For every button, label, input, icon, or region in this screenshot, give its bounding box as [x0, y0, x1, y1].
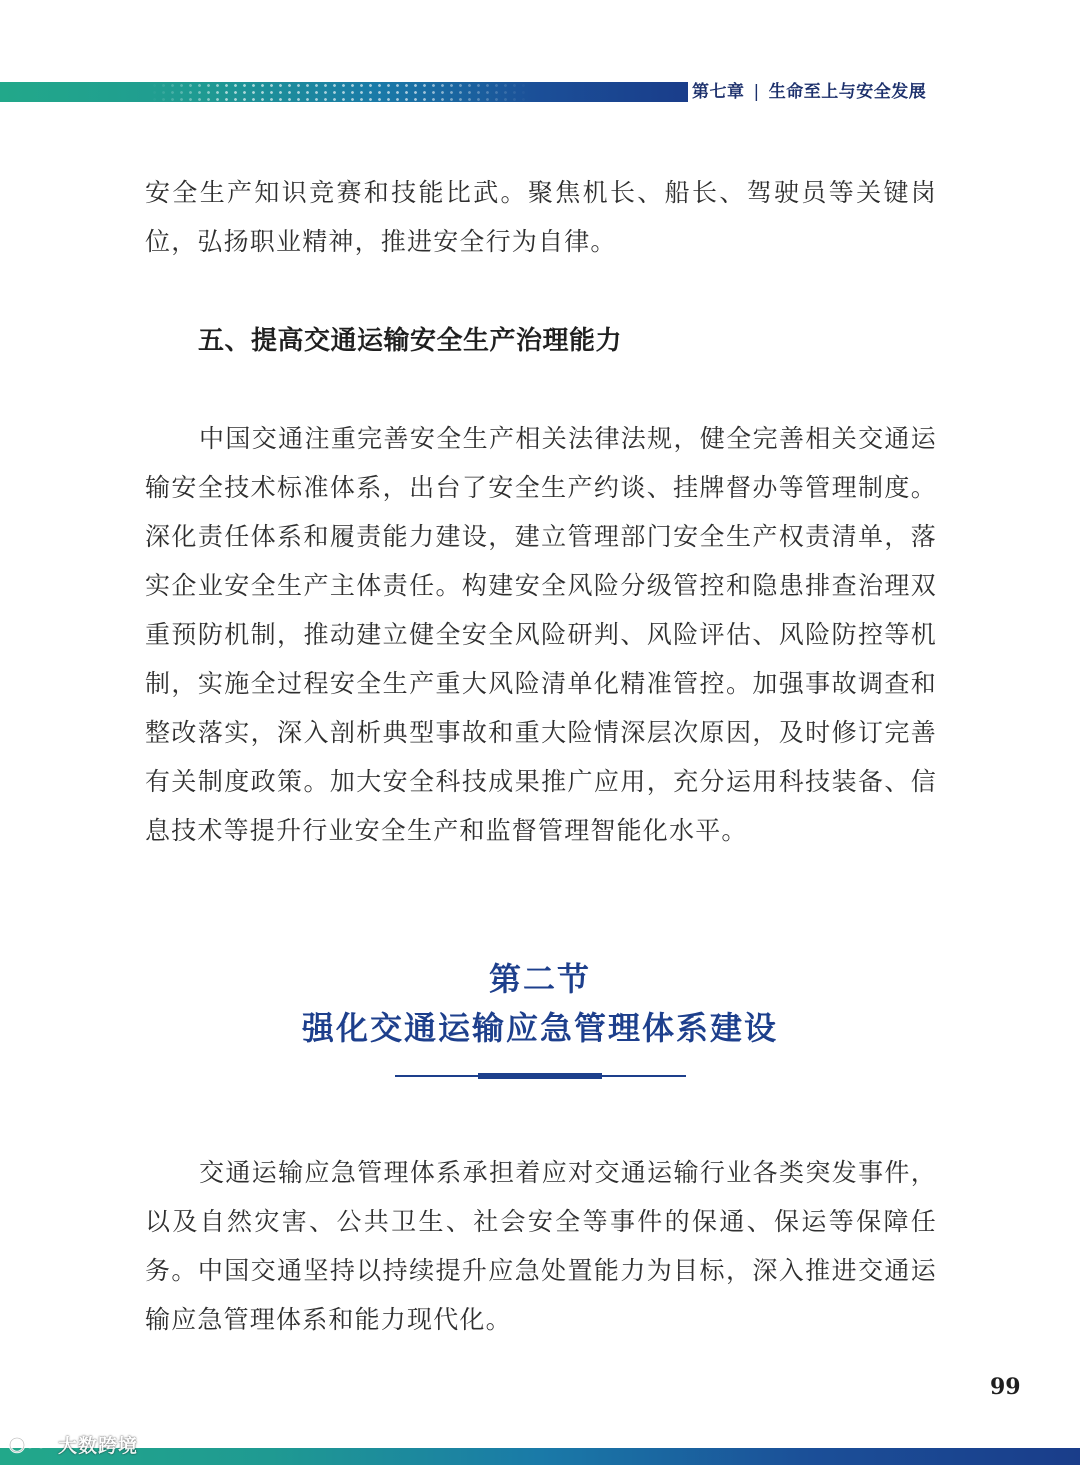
- watermark-text: 大数跨境: [58, 1434, 139, 1457]
- section-title: 强化交通运输应急管理体系建设: [301, 1009, 778, 1047]
- header-dot-pattern: [150, 82, 530, 102]
- page-number: 99: [990, 1374, 1021, 1400]
- footer-band: [0, 1448, 1080, 1465]
- section-divider-accent: [478, 1073, 602, 1079]
- watermark: [8, 1428, 138, 1460]
- header-separator: |: [753, 82, 760, 102]
- section-number: 第二节: [488, 960, 591, 998]
- chapter-title: 生命至上与安全发展: [768, 82, 927, 102]
- chapter-number: 第七章: [692, 82, 745, 102]
- subsection-heading: 五、提高交通运输安全生产治理能力: [198, 326, 623, 356]
- header-band: [0, 82, 688, 102]
- paragraph-continued: 安全生产知识竞赛和技能比武。聚焦机长、船长、驾驶员等关键岗位，弘扬职业精神，推进安全行为自律。: [145, 178, 937, 256]
- paragraph-governance: 中国交通注重完善安全生产相关法律法规，健全完善相关交通运输安全技术标准体系，出台了安全生产约谈、挂牌督办等管理制度。深化责任体系和履责能力建设，建立管理部门安全生产权责清单，落实企业安全生产主体责任。构建安全风险分级管控和隐患排查治理双重预防机制，推动建立健全安全风险研判、风险评估、风险防控等机制，实施全过程安全生产重大风险清单化精准管控。加强事故调查和整改落实，深入剖析典型事故和重大险情深层次原因，及时修订完善有关制度政策。加大安全科技成果推广应用，充分运用科技装备、信息技术等提升行业安全生产和监督管理智能化水平。: [145, 424, 937, 845]
- paragraph-emergency: 交通运输应急管理体系承担着应对交通运输行业各类突发事件，以及自然灾害、公共卫生、社会安全等事件的保通、保运等保障任务。中国交通坚持以持续提升应急处置能力为目标，深入推进交通运输应急管理体系和能力现代化。: [145, 1158, 937, 1334]
- running-header: [692, 80, 926, 104]
- watermark-logo-icon: [8, 1431, 52, 1457]
